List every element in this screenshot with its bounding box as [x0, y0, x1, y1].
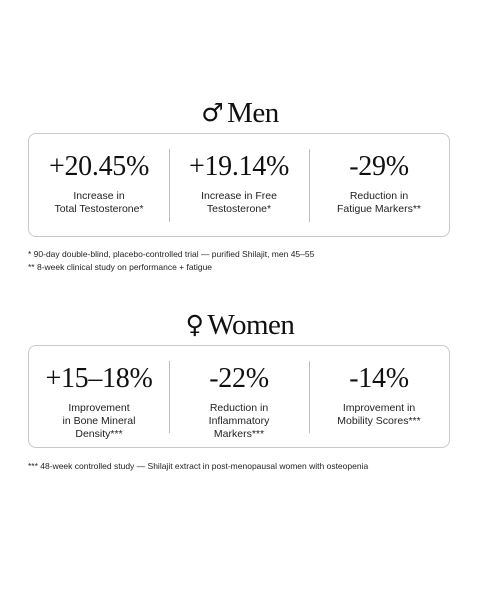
women-stat-inflammatory-markers: [169, 346, 309, 447]
stat-label: Reduction in Fatigue Markers**: [336, 190, 422, 215]
men-footnote-1: * 90-day double-blind, placebo-controlled trial — purified Shilajit, men 45–55: [28, 249, 315, 259]
men-stat-total-testosterone: [29, 134, 169, 236]
stat-value: -22%: [209, 363, 269, 394]
men-heading-label: Men: [227, 97, 279, 129]
stat-value: +20.45%: [48, 151, 149, 182]
stat-label: Improvement in Mobility Scores***: [337, 402, 421, 427]
women-stats-card: [28, 345, 450, 448]
women-stat-bone-density: [29, 346, 169, 447]
women-stat-mobility-scores: [309, 346, 449, 447]
men-stats-card: [28, 133, 450, 237]
stat-value: +15–18%: [45, 363, 153, 394]
stat-label: Increase in Free Testosterone*: [201, 190, 277, 215]
female-symbol-icon: ♀: [185, 310, 204, 339]
stat-label: Reduction in Inflammatory Markers***: [208, 402, 270, 440]
stat-value: -14%: [349, 363, 409, 394]
women-section-heading: [0, 309, 480, 341]
men-section-heading: [0, 97, 480, 129]
men-stat-fatigue-markers: [309, 134, 449, 236]
men-stat-free-testosterone: [169, 134, 309, 236]
men-footnote-2: ** 8-week clinical study on performance + fatigue: [28, 262, 213, 272]
stat-value: +19.14%: [188, 151, 289, 182]
stat-label: Increase in Total Testosterone*: [54, 190, 144, 215]
women-heading-label: Women: [207, 309, 295, 341]
women-footnote-1: *** 48-week controlled study — Shilajit extract in post-menopausal women with osteopenia: [28, 461, 369, 471]
stat-value: -29%: [349, 151, 409, 182]
stat-label: Improvement in Bone Mineral Density***: [62, 402, 136, 440]
male-symbol-icon: ♂: [201, 98, 224, 127]
